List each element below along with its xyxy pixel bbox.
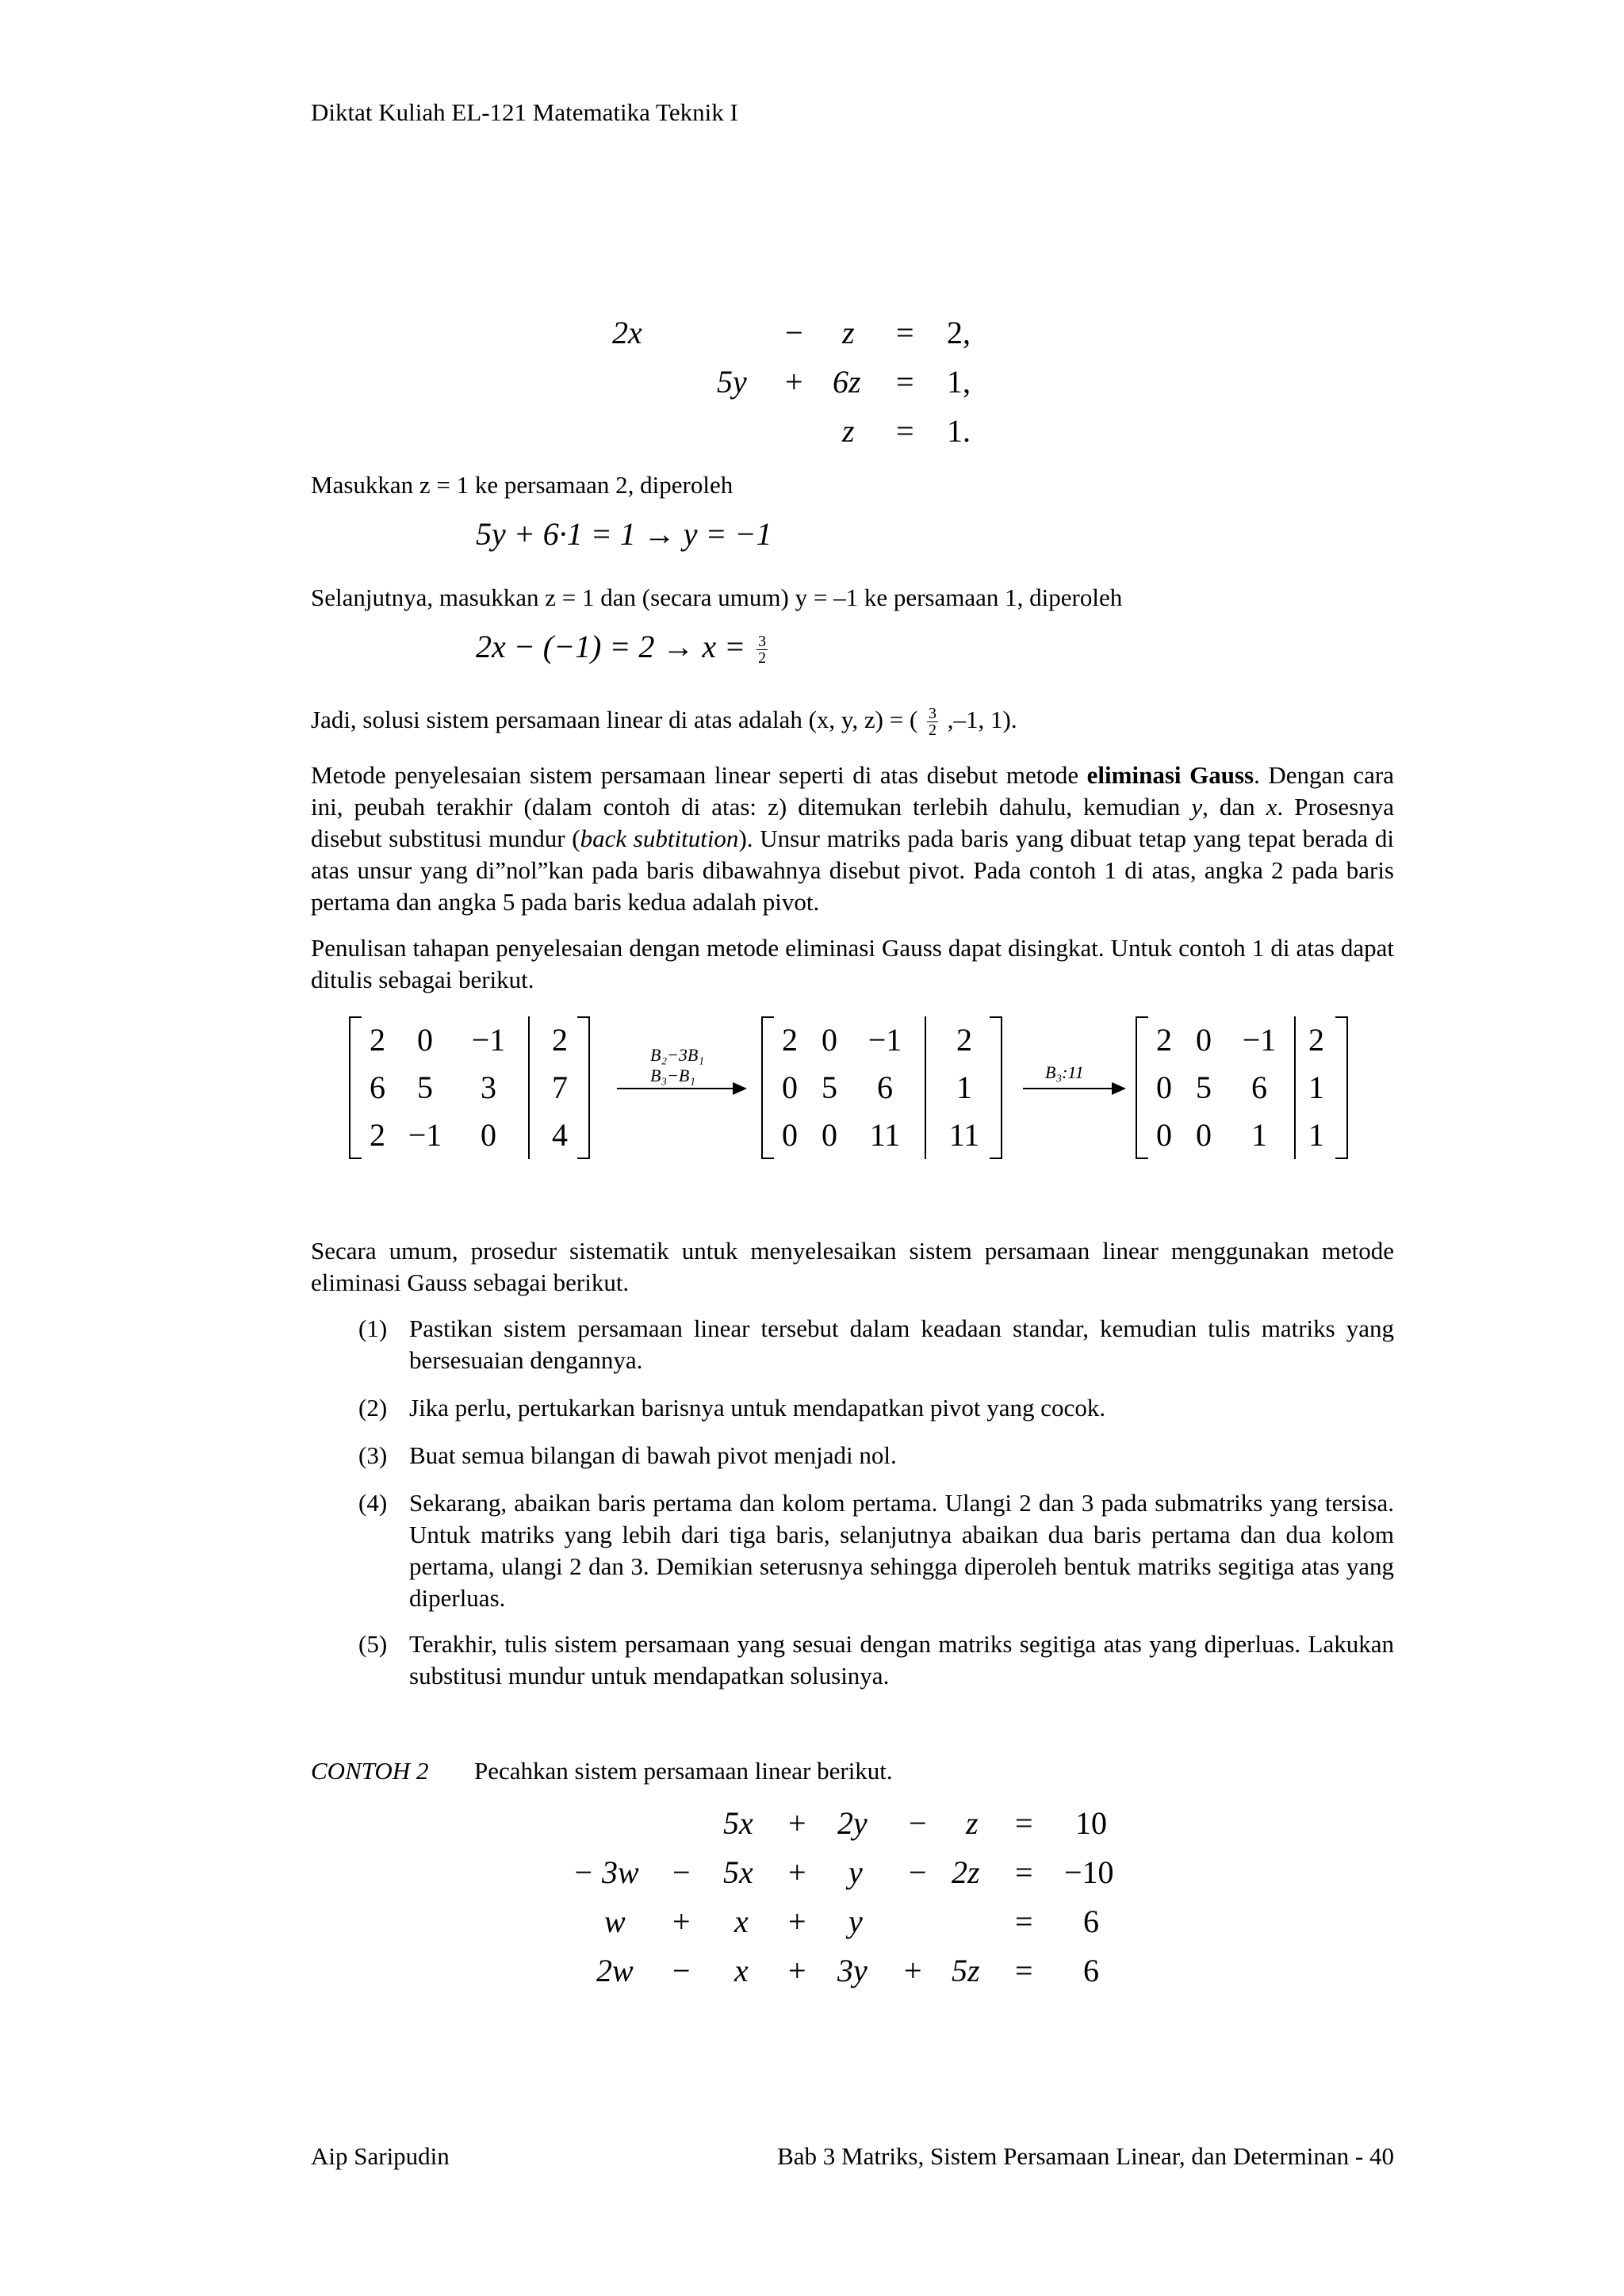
- eq1-op: −: [785, 315, 803, 350]
- paragraph-jadi: [311, 704, 1394, 738]
- matrix-cell: 2: [1308, 1022, 1324, 1058]
- list-text: Sekarang, abaikan baris pertama dan kolom pertama. Ulangi 2 dan 3 pada submatriks yang tersisa. Untuk matriks yang lebih dari tiga baris, selanjutnya abaikan dua baris pertama dan dua kolom pertama, ulangi 2 dan 3. Demikian seterusnya sehingga diperoleh bentuk matriks segitiga atas yang diperluas.: [409, 1489, 1394, 1612]
- list-number: (2): [358, 1394, 388, 1422]
- eq-rhs: −10: [1064, 1854, 1114, 1890]
- list-text: Pastikan sistem persamaan linear tersebut dalam keadaan standar, kemudian tulis matriks yang bersesuaian dengannya.: [409, 1314, 1394, 1374]
- eq-op: +: [788, 1805, 806, 1841]
- eq-op: −: [672, 1854, 691, 1890]
- augmented-matrix-3: [1136, 1016, 1348, 1159]
- row-operation-label: B₃−B₁: [650, 1066, 696, 1085]
- list-number: (3): [358, 1441, 388, 1469]
- matrix-cell: 6: [370, 1070, 385, 1105]
- eq-term: 5x: [723, 1854, 753, 1890]
- eq-op: +: [672, 1904, 691, 1939]
- fraction: [927, 706, 938, 738]
- eq-term: 2z: [952, 1854, 980, 1890]
- list-item: [358, 1628, 1394, 1692]
- paragraph-masukkan: Masukkan z = 1 ke persamaan 2, diperoleh: [311, 471, 733, 499]
- eq-op: +: [788, 1904, 806, 1939]
- list-number: (1): [358, 1314, 388, 1342]
- matrix-cell: 2: [782, 1022, 798, 1058]
- matrix-cell: 1: [956, 1070, 972, 1105]
- footer-chapter: Bab 3 Matriks, Sistem Persamaan Linear, dan Determinan - 40: [777, 2142, 1394, 2170]
- matrix-cell: 4: [552, 1117, 568, 1153]
- eq2-op: +: [785, 364, 803, 400]
- eq2-term: 5y: [717, 364, 747, 400]
- eq3-rhs: 1.: [947, 413, 971, 449]
- matrix-cell: 0: [1196, 1022, 1212, 1058]
- text: Metode penyelesaian sistem persamaan linear seperti di atas disebut metode: [311, 761, 1087, 789]
- fraction-numerator: 3: [758, 633, 767, 651]
- arrow-line: [617, 1088, 734, 1089]
- matrix-cell: 1: [1308, 1070, 1324, 1105]
- eq-rhs: 6: [1083, 1953, 1099, 1988]
- paragraph-secara-umum: Secara umum, prosedur sistematik untuk menyelesaikan sistem persamaan linear menggunakan metode eliminasi Gauss sebagai berikut.: [311, 1237, 1394, 1296]
- eq-term: 5x: [723, 1805, 753, 1841]
- row-operation-label: B₂−3B₁: [650, 1045, 705, 1065]
- eq-op: +: [904, 1953, 922, 1988]
- matrix-cell: 0: [822, 1117, 837, 1153]
- eq-term: w: [604, 1904, 626, 1939]
- augment-separator: [528, 1016, 530, 1159]
- arrow-right-icon: [733, 1082, 747, 1095]
- contoh-label: CONTOH 2: [311, 1757, 429, 1785]
- fraction-numerator: 3: [929, 705, 937, 723]
- eq-term: 2w: [596, 1953, 634, 1988]
- paragraph-metode: [311, 760, 1394, 918]
- matrix-cell: 2: [370, 1022, 385, 1058]
- eq1-equals: =: [896, 315, 914, 350]
- matrix-cell: −1: [868, 1022, 902, 1058]
- eq-rhs: 10: [1075, 1805, 1107, 1841]
- equation-x: [476, 628, 771, 666]
- fraction: [756, 633, 768, 666]
- row-operation-label: B₃:11: [1045, 1062, 1084, 1082]
- matrix-cell: 2: [552, 1022, 568, 1058]
- eq1-term: z: [842, 315, 855, 350]
- italic-term: back subtitution: [580, 825, 739, 852]
- eq-equals: =: [1015, 1904, 1033, 1939]
- matrix-cell: 0: [417, 1022, 433, 1058]
- eq-op: −: [672, 1953, 691, 1988]
- arrow-right-icon: [1112, 1082, 1126, 1095]
- eq1-term: 2x: [612, 315, 642, 350]
- augmented-matrix-1: [349, 1016, 590, 1159]
- list-text: Jika perlu, pertukarkan barisnya untuk mendapatkan pivot yang cocok.: [409, 1394, 1106, 1422]
- text: . Dengan cara ini, peubah terakhir (dalam contoh di atas: z) ditemukan terlebih dahulu, kemudian: [311, 761, 1394, 821]
- eq2-equals: =: [896, 364, 914, 400]
- matrix-cell: 0: [822, 1022, 837, 1058]
- matrix-cell: 7: [552, 1070, 568, 1105]
- eq1-rhs: 2,: [947, 315, 971, 350]
- matrix-cell: 1: [1251, 1117, 1267, 1153]
- augment-separator: [925, 1016, 926, 1159]
- text: ). Unsur matriks pada baris yang dibuat tetap yang tepat berada di atas unsur yang di”nol”kan pada baris dibawahnya disebut pivot. Pada contoh 1 di atas, angka 2 pada baris pertama dan angka 5 pada baris kedua adalah pivot.: [311, 825, 1394, 916]
- arrow-line: [1023, 1088, 1113, 1089]
- text: . Prosesnya disebut substitusi mundur (: [311, 793, 1394, 852]
- list-item: [358, 1487, 1394, 1614]
- matrix-cell: 0: [782, 1117, 798, 1153]
- matrix-cell: 0: [1156, 1070, 1172, 1105]
- matrix-cell: 0: [782, 1070, 798, 1105]
- eq-equals: =: [1015, 1805, 1033, 1841]
- eq2-term: 6z: [833, 364, 861, 400]
- fraction-denominator: 2: [758, 649, 767, 668]
- list-number: (4): [358, 1489, 388, 1517]
- eq-op: +: [788, 1953, 806, 1988]
- matrix-cell: 3: [481, 1070, 496, 1105]
- matrix-cell: −1: [408, 1117, 442, 1153]
- eq-term: y: [848, 1854, 863, 1890]
- paragraph-selanjutnya: Selanjutnya, masukkan z = 1 dan (secara umum) y = –1 ke persamaan 1, diperoleh: [311, 584, 1123, 611]
- matrix-cell: 5: [417, 1070, 433, 1105]
- eq-equals: =: [1015, 1854, 1033, 1890]
- list-number: (5): [358, 1630, 388, 1658]
- matrix-cell: 2: [370, 1117, 385, 1153]
- eq-term: 2y: [837, 1805, 868, 1841]
- example-label: [311, 1755, 428, 1787]
- matrix-cell: 0: [481, 1117, 496, 1153]
- eq-op: −: [909, 1854, 927, 1890]
- matrix-cell: 0: [1196, 1117, 1212, 1153]
- list-item: [358, 1392, 1394, 1424]
- matrix-cell: 2: [956, 1022, 972, 1058]
- paragraph-penulisan: Penulisan tahapan penyelesaian dengan metode eliminasi Gauss dapat disingkat. Untuk contoh 1 di atas dapat ditulis sebagai berikut.: [311, 934, 1394, 993]
- list-text: Terakhir, tulis sistem persamaan yang sesuai dengan matriks segitiga atas yang diperluas. Lakukan substitusi mundur untuk mendapatkan solusinya.: [409, 1630, 1394, 1689]
- list-text: Buat semua bilangan di bawah pivot menjadi nol.: [409, 1441, 897, 1469]
- matrix-cell: −1: [471, 1022, 506, 1058]
- equation-y: 5y + 6·1 = 1 → y = −1: [476, 516, 772, 552]
- matrix-cell: −1: [1242, 1022, 1277, 1058]
- eq-rhs: 6: [1083, 1904, 1099, 1939]
- matrix-cell: 0: [1156, 1117, 1172, 1153]
- eq-term: x: [734, 1953, 749, 1988]
- matrix-cell: 11: [948, 1117, 980, 1153]
- matrix-cell: 2: [1156, 1022, 1172, 1058]
- eq2-rhs: 1,: [947, 364, 971, 400]
- eq-term: 3y: [837, 1953, 868, 1988]
- footer-author: Aip Saripudin: [311, 2142, 450, 2170]
- eq-op: −: [909, 1805, 927, 1841]
- equation-x-left: 2x − (−1) = 2 → x =: [476, 629, 754, 664]
- matrix-cell: 1: [1308, 1117, 1324, 1153]
- right-bracket: [990, 1016, 1002, 1159]
- text: Jadi, solusi sistem persamaan linear di atas adalah (x, y, z) = (: [311, 706, 925, 733]
- eq-term: 5z: [952, 1953, 980, 1988]
- variable: y: [1191, 793, 1203, 821]
- bold-term: eliminasi Gauss: [1086, 761, 1254, 789]
- matrix-cell: 6: [877, 1070, 893, 1105]
- eq-op: +: [788, 1854, 806, 1890]
- text: , dan: [1202, 793, 1266, 821]
- matrix-cell: 11: [869, 1117, 901, 1153]
- matrix-cell: 5: [822, 1070, 837, 1105]
- eq-equals: =: [1015, 1953, 1033, 1988]
- example-instruction: Pecahkan sistem persamaan linear berikut.: [474, 1757, 893, 1785]
- list-item: [358, 1313, 1394, 1376]
- fraction-denominator: 2: [929, 721, 937, 740]
- eq-term: − 3w: [573, 1854, 639, 1890]
- matrix-cell: 5: [1196, 1070, 1212, 1105]
- eq-term: z: [966, 1805, 979, 1841]
- eq-term: y: [848, 1904, 863, 1939]
- eq3-term: z: [842, 413, 855, 449]
- variable: x: [1266, 793, 1277, 821]
- matrix-cell: 6: [1251, 1070, 1267, 1105]
- page-header: Diktat Kuliah EL-121 Matematika Teknik I: [311, 98, 738, 126]
- eq-term: x: [734, 1904, 749, 1939]
- augmented-matrix-2: [761, 1016, 1002, 1159]
- list-item: [358, 1440, 1394, 1471]
- text: ,–1, 1).: [941, 706, 1017, 733]
- eq3-equals: =: [896, 413, 914, 449]
